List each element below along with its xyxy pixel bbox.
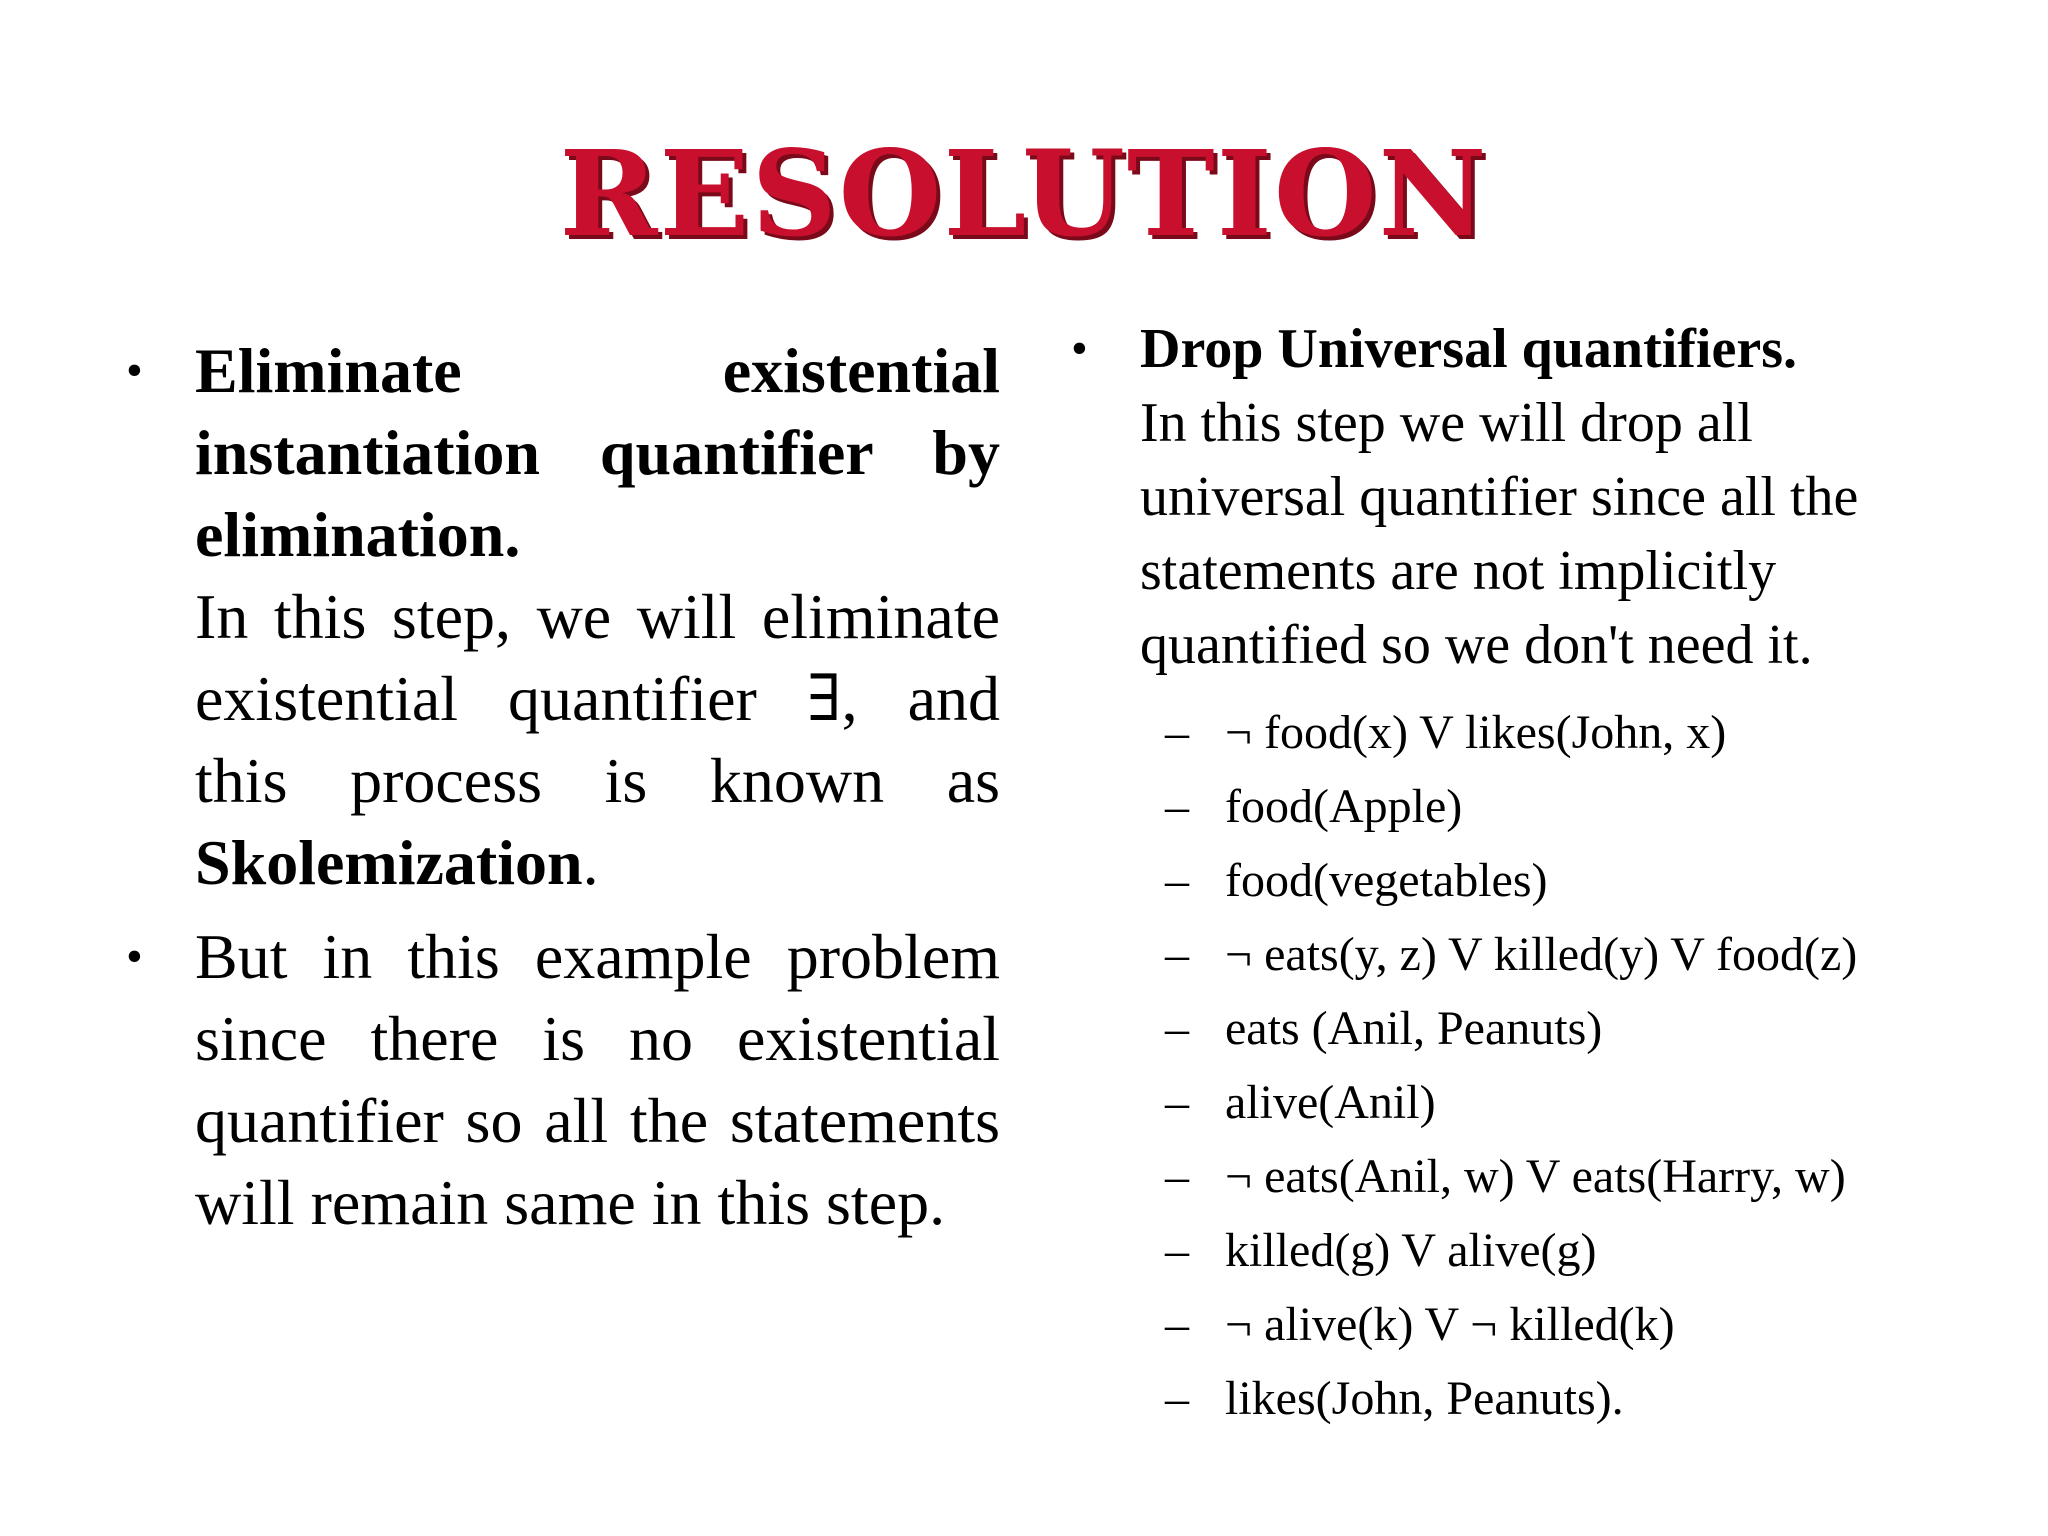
statement-item	[1065, 844, 1965, 918]
dash-marker: –	[1165, 1002, 1189, 1055]
statement-text: alive(Anil)	[1225, 1076, 1436, 1129]
statement-item	[1065, 1362, 1965, 1436]
right-column	[1065, 312, 1965, 1436]
bullet-dot: •	[126, 344, 143, 397]
dash-marker: –	[1165, 928, 1189, 981]
dash-marker: –	[1165, 1224, 1189, 1277]
bullet-skolemization	[120, 330, 1000, 904]
statement-text: ¬ food(x) V likes(John, x)	[1225, 706, 1727, 759]
statement-text: food(vegetables)	[1225, 854, 1548, 907]
left-column	[120, 330, 1000, 1244]
statement-text: food(Apple)	[1225, 780, 1463, 833]
bullet-body: But in this example problem since there is no existential quantifier so all the statements will remain same in this step.	[195, 921, 1000, 1238]
statement-item	[1065, 1066, 1965, 1140]
bullet-body-end: .	[582, 827, 599, 898]
bullet-heading: Drop Universal quantifiers.	[1140, 318, 1797, 380]
dash-marker: –	[1165, 854, 1189, 907]
bullet-drop-universal	[1065, 312, 1965, 682]
dash-marker: –	[1165, 1150, 1189, 1203]
bullet-heading: Eliminate existential instantiation quantifier by elimination.	[195, 335, 1000, 570]
dash-marker: –	[1165, 780, 1189, 833]
statement-list	[1065, 696, 1965, 1436]
bullet-no-existential	[120, 916, 1000, 1244]
statement-text: likes(John, Peanuts).	[1225, 1372, 1624, 1425]
bullet-dot: •	[1071, 322, 1088, 375]
statement-item	[1065, 770, 1965, 844]
bullet-dot: •	[126, 930, 143, 983]
slide-title: RESOLUTION	[559, 124, 1489, 263]
bullet-body: In this step we will drop all universal quantifier since all the statements are not implicitly quantified so we don't need it.	[1140, 392, 1859, 676]
statement-item	[1065, 992, 1965, 1066]
skolemization-term: Skolemization	[195, 827, 583, 898]
statement-text: eats (Anil, Peanuts)	[1225, 1002, 1603, 1055]
statement-item	[1065, 696, 1965, 770]
dash-marker: –	[1165, 1298, 1189, 1351]
statement-item	[1065, 1288, 1965, 1362]
statement-text: killed(g) V alive(g)	[1225, 1224, 1597, 1277]
dash-marker: –	[1165, 1076, 1189, 1129]
dash-marker: –	[1165, 706, 1189, 759]
statement-item	[1065, 918, 1965, 992]
statement-item	[1065, 1140, 1965, 1214]
statement-text: ¬ eats(Anil, w) V eats(Harry, w)	[1225, 1150, 1846, 1203]
statement-text: ¬ alive(k) V ¬ killed(k)	[1225, 1298, 1675, 1351]
statement-item	[1065, 1214, 1965, 1288]
bullet-body: In this step, we will eliminate existential quantifier ∃, and this process is known as	[195, 581, 1000, 816]
dash-marker: –	[1165, 1372, 1189, 1425]
statement-text: ¬ eats(y, z) V killed(y) V food(z)	[1225, 928, 1858, 981]
